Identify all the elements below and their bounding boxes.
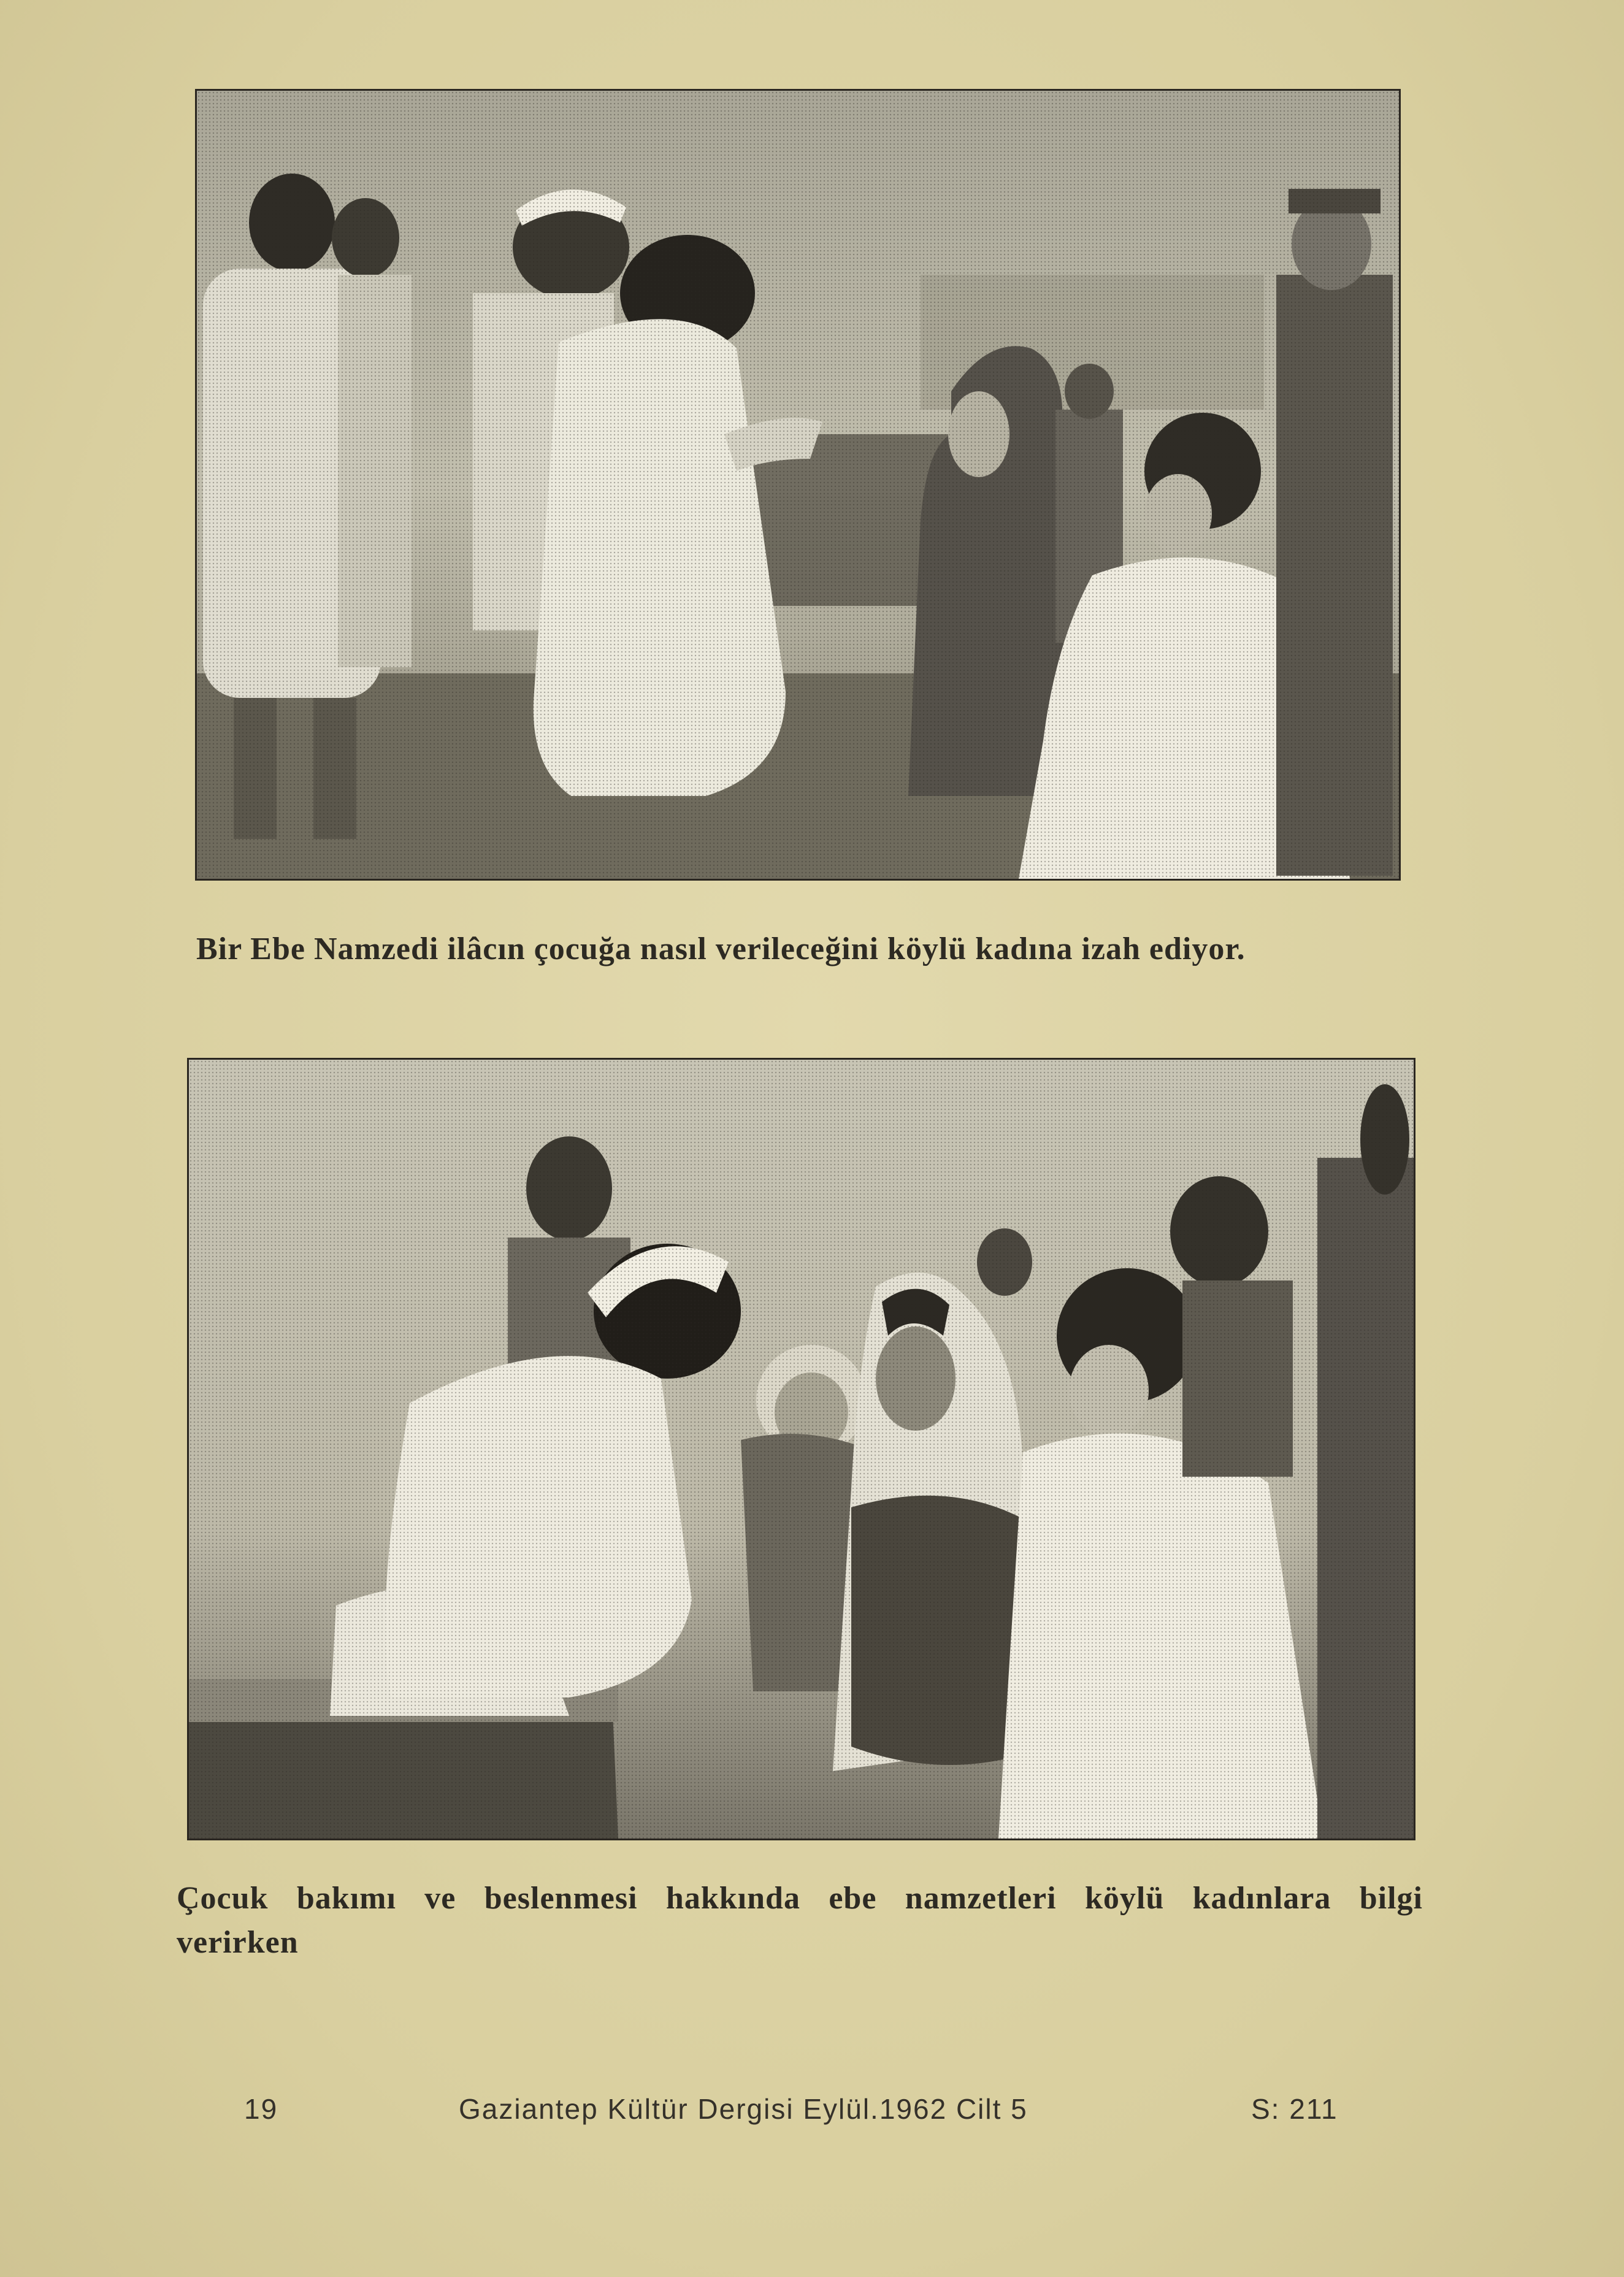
photo-1-halftone [197, 91, 1399, 879]
journal-title: Gaziantep Kültür Dergisi Eylül.1962 Cilt 5 [459, 2093, 1028, 2125]
photo-midwives-informing-village-women [187, 1058, 1415, 1840]
photo-2-caption-line-1: Çocuk bakımı ve beslenmesi hakkında ebe namzetleri köylü kadınlara bilgi [177, 1881, 1423, 1916]
sheet-number: S: 211 [1251, 2093, 1338, 2125]
photo-1-caption: Bir Ebe Namzedi ilâcın çocuğa nasıl verileceğini köylü kadına izah ediyor. [196, 932, 1246, 966]
photo-2-halftone [189, 1060, 1414, 1839]
photo-2-caption-line-2: verirken [177, 1925, 299, 1960]
photo-2-caption [177, 1877, 1423, 1965]
photo-midwife-explaining-medicine [195, 89, 1401, 881]
page-number: 19 [244, 2093, 278, 2125]
